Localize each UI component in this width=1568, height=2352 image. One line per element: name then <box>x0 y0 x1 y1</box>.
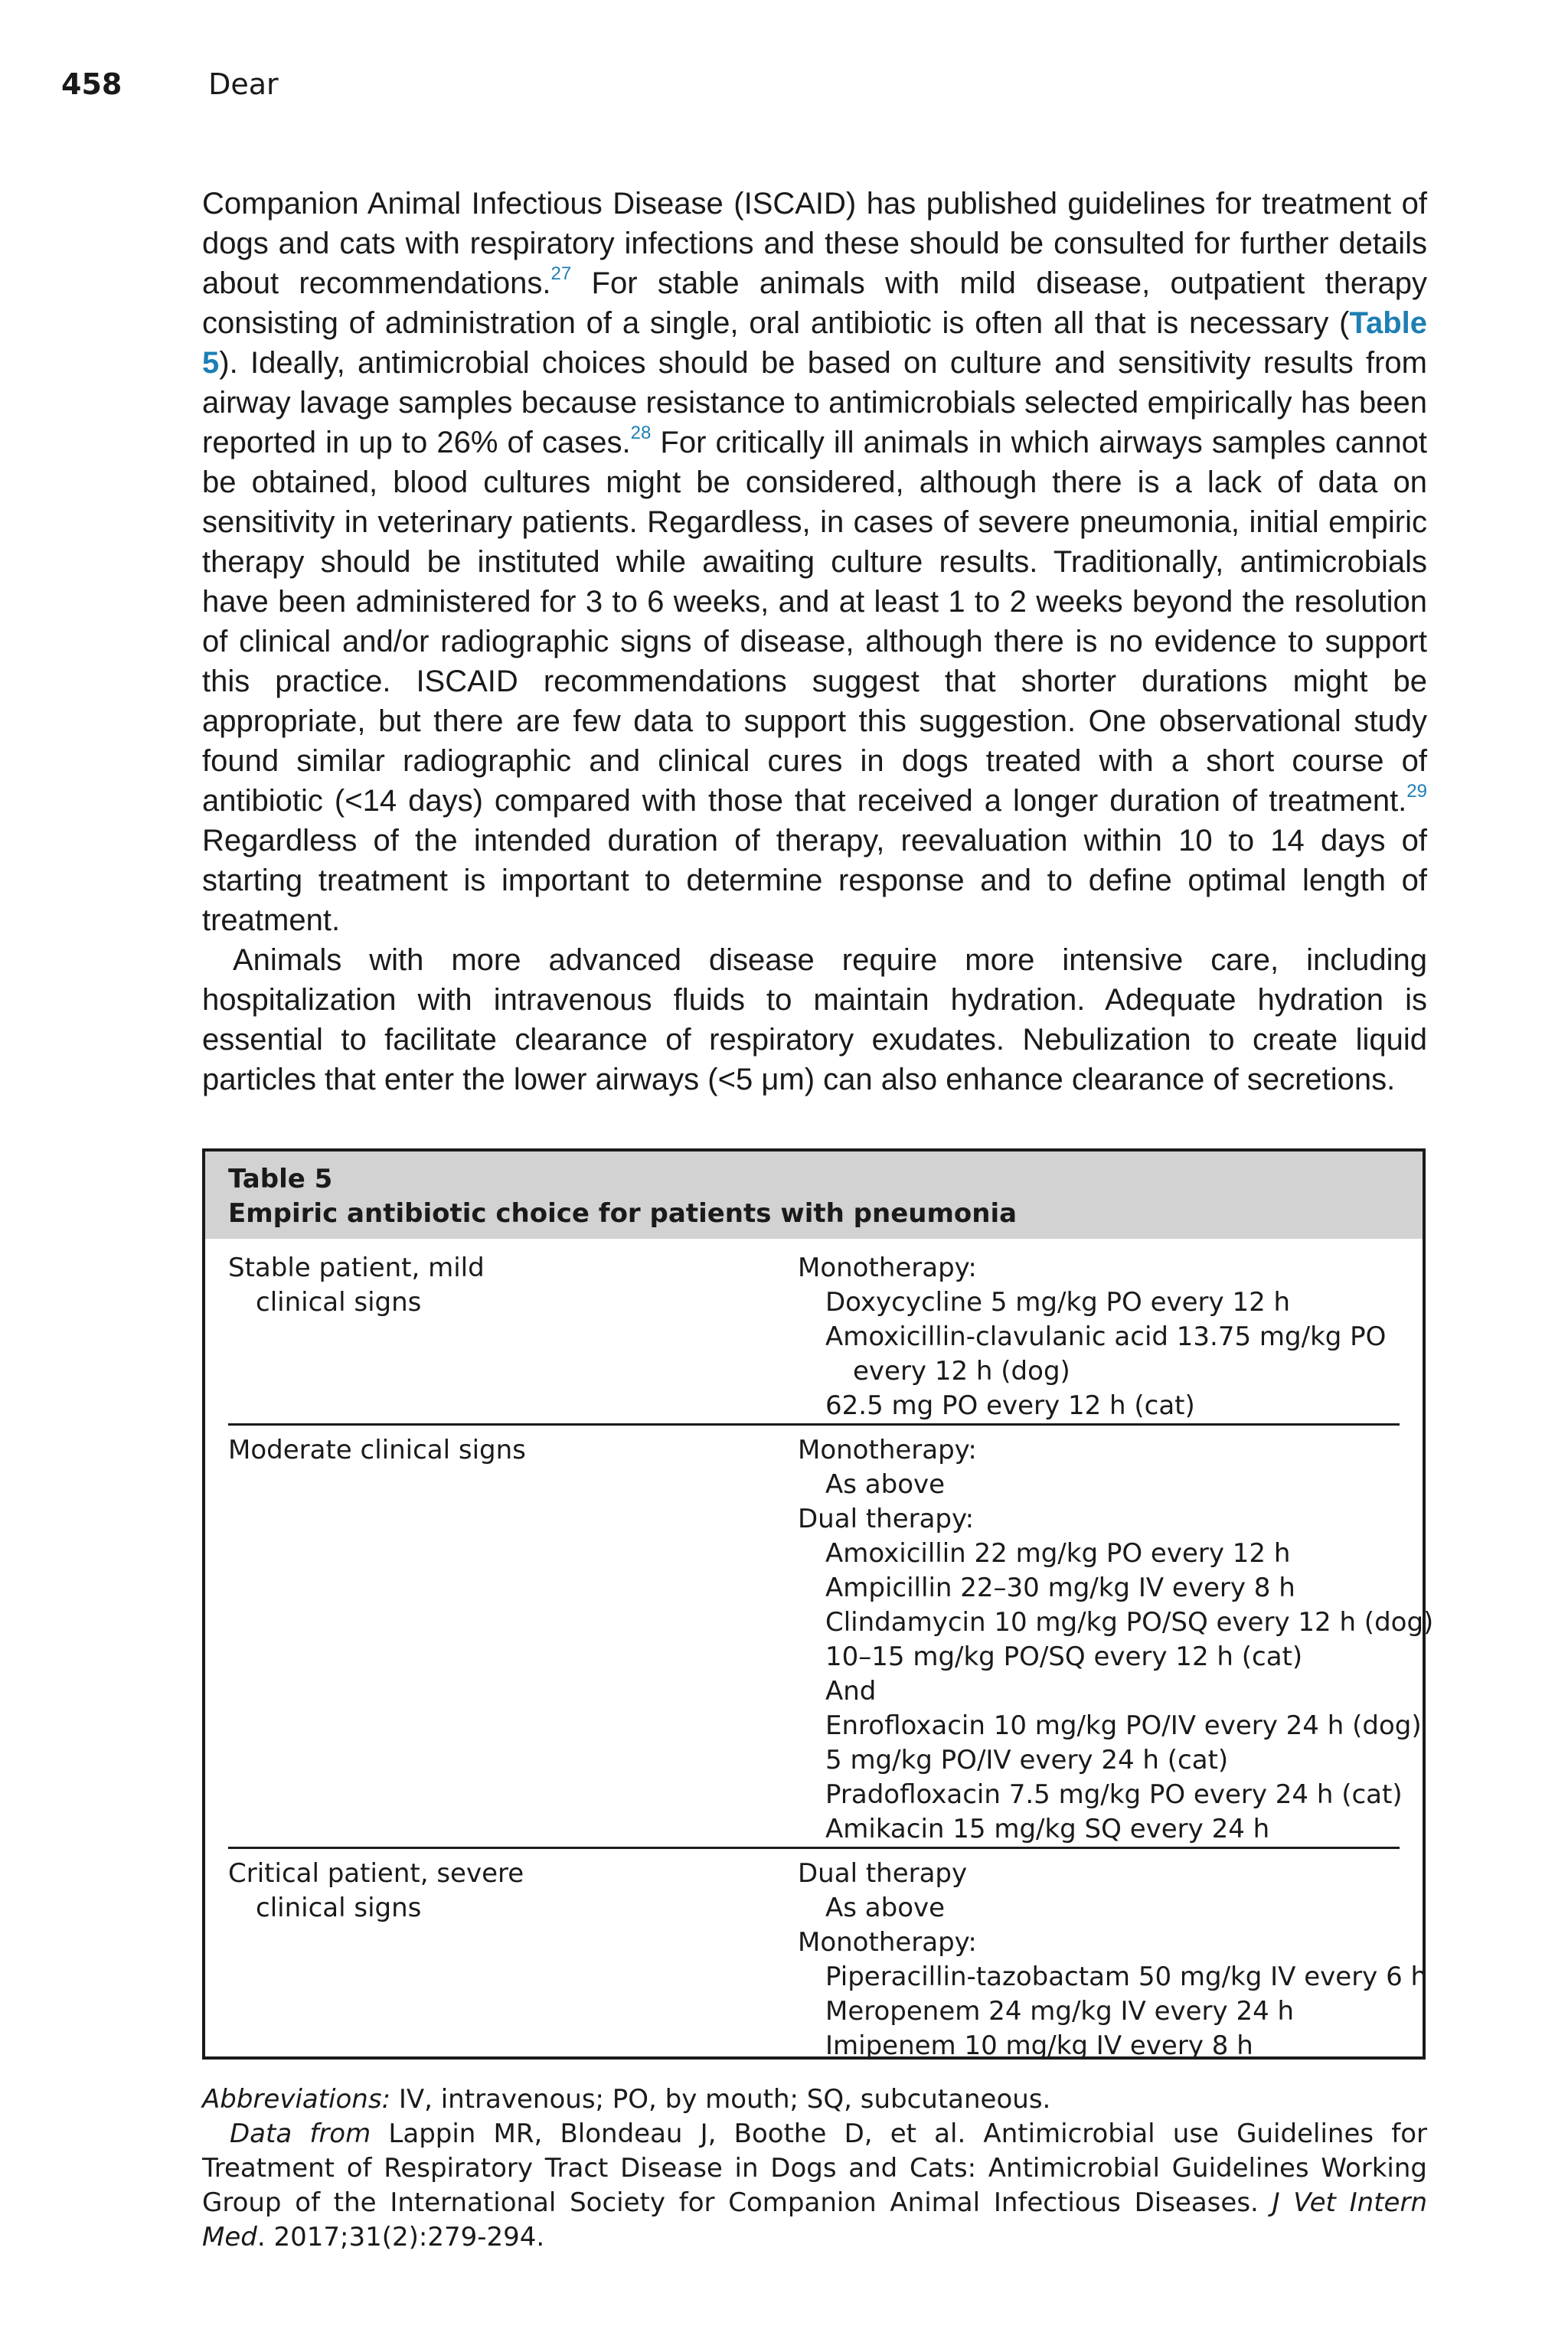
body-text <box>202 184 1427 1099</box>
abbreviations-note <box>202 2082 1427 2117</box>
source-label: Data from <box>230 2118 371 2149</box>
antibiotic-choice-text: As above <box>825 1469 946 1500</box>
antibiotic-choice-text: Dual therapy <box>798 1858 968 1889</box>
paragraph-1-text-d: For critically ill animals in which airways samples cannot be obtained, blood cultures might be considered, although there is a lack of data on sensitivity in veterinary patients. Regardless, in cases of severe pneumonia, initial empiric therapy should be instituted while awaiting culture results. Traditionally, antimicrobials have been administered for 3 to 6 weeks, and at least 1 to 2 weeks beyond the resolution of clinical and/or radiographic signs of disease, although there is no evidence to support this practice. ISCAID recommendations suggest that shorter durations might be appropriate, but there are few data to support this suggestion. One observational study found similar radiographic and clinical cures in dogs treated with a short course of antibiotic (<14 days) compared with those that received a longer duration of treatment. <box>202 426 1428 818</box>
antibiotic-choice-text: 62.5 mg PO every 12 h (cat) <box>825 1390 1195 1421</box>
table-row <box>228 1849 1428 2063</box>
table-body <box>205 1239 1434 2063</box>
page-number: 458 <box>61 67 122 101</box>
antibiotic-choice-text: Enrofloxacin 10 mg/kg PO/IV every 24 h (dog) <box>825 1710 1422 1741</box>
patient-category-text: Moderate clinical signs <box>228 1435 526 1465</box>
citation-28[interactable]: 28 <box>630 423 652 443</box>
paragraph-1 <box>202 184 1427 940</box>
antibiotic-choice-text: Pradofloxacin 7.5 mg/kg PO every 24 h (cat) <box>825 1779 1403 1810</box>
patient-category-cell <box>228 1251 798 1423</box>
paragraph-1-text-e: Regardless of the intended duration of therapy, reevaluation within 10 to 14 days of starting treatment is important to determine response and to define optimal length of treatment. <box>202 824 1427 937</box>
antibiotic-choice-text: As above <box>825 1893 946 1923</box>
antibiotic-choice-text: Ampicillin 22–30 mg/kg IV every 8 h <box>825 1573 1295 1603</box>
antibiotic-choice-text: Dual therapy: <box>798 1504 975 1534</box>
antibiotic-choice-cell <box>798 1433 1433 1847</box>
table-5 <box>202 1148 1434 2061</box>
antibiotic-choice-text: Amoxicillin-clavulanic acid 13.75 mg/kg PO <box>825 1321 1387 1352</box>
paragraph-2: Animals with more advanced disease require more intensive care, including hospitalization with intravenous fluids to maintain hydration. Adequate hydration is essential to facilitate clearance of respiratory exudates. Nebulization to create liquid particles that enter the lower airways (<5 μm) can also enhance clearance of secretions. <box>202 943 1427 1096</box>
source-note <box>202 2117 1427 2255</box>
paragraph-1-text-a: Companion Animal Infectious Disease (ISCAID) has published guidelines for treatment of dogs and cats with respiratory infections and these should be consulted for further details about recommendations. <box>202 187 1427 300</box>
patient-category-text: clinical signs <box>256 1893 422 1923</box>
table-row <box>228 1426 1434 1849</box>
antibiotic-choice-cell <box>798 1251 1400 1423</box>
table-title: Empiric antibiotic choice for patients with pneumonia <box>228 1198 1018 1229</box>
citation-tail: . 2017;31(2):279-294. <box>256 2222 545 2252</box>
table-header <box>205 1152 1423 1239</box>
patient-category-cell <box>228 1857 798 2063</box>
paragraph-1-text-b: For stable animals with mild disease, outpatient therapy consisting of administration of a single, oral antibiotic is often all that is necessary ( <box>202 266 1427 340</box>
citation-27[interactable]: 27 <box>550 263 572 284</box>
antibiotic-choice-text: Clindamycin 10 mg/kg PO/SQ every 12 h (dog) <box>825 1607 1434 1638</box>
antibiotic-choice-text: Amikacin 15 mg/kg SQ every 24 h <box>825 1814 1270 1844</box>
table-5-link[interactable]: Table 5 <box>202 306 1427 380</box>
patient-category-text: Critical patient, severe <box>228 1858 524 1889</box>
antibiotic-choice-text: Monotherapy: <box>798 1927 977 1958</box>
table-footnotes <box>202 2082 1427 2255</box>
antibiotic-choice-text: Amoxicillin 22 mg/kg PO every 12 h <box>825 1538 1291 1569</box>
antibiotic-choice-text: Meropenem 24 mg/kg IV every 24 h <box>825 1996 1295 2027</box>
journal-name: J Vet Intern Med <box>202 2187 1427 2252</box>
antibiotic-choice-text: Monotherapy: <box>798 1435 977 1465</box>
abbreviations-label: Abbreviations: <box>202 2084 391 2115</box>
antibiotic-choice-text: every 12 h (dog) <box>853 1356 1070 1387</box>
abbreviations-text: IV, intravenous; PO, by mouth; SQ, subcutaneous. <box>390 2084 1051 2115</box>
table-label: Table 5 <box>228 1164 333 1194</box>
antibiotic-choice-text: Doxycycline 5 mg/kg PO every 12 h <box>825 1287 1291 1318</box>
antibiotic-choice-text: And <box>825 1676 877 1707</box>
antibiotic-choice-text: 5 mg/kg PO/IV every 24 h (cat) <box>825 1745 1229 1775</box>
antibiotic-choice-text: Imipenem 10 mg/kg IV every 8 h <box>825 2030 1253 2061</box>
antibiotic-choice-cell <box>798 1857 1427 2063</box>
antibiotic-choice-text: Monotherapy: <box>798 1253 977 1283</box>
antibiotic-choice-text: Piperacillin-tazobactam 50 mg/kg IV every 6 h <box>825 1962 1428 1992</box>
running-head <box>61 64 279 104</box>
citation-29[interactable]: 29 <box>1406 781 1427 802</box>
patient-category-cell <box>228 1433 798 1847</box>
table-row <box>228 1251 1400 1426</box>
antibiotic-choice-text: 10–15 mg/kg PO/SQ every 12 h (cat) <box>825 1642 1303 1672</box>
source-text: Lappin MR, Blondeau J, Boothe D, et al. Antimicrobial use Guidelines for Treatment of Respiratory Tract Disease in Dogs and Cats: Antimicrobial Guidelines Working Group of the International Society for Companion Animal Infectious Diseases. <box>202 2118 1427 2218</box>
running-title: Dear <box>208 67 279 101</box>
patient-category-text: clinical signs <box>256 1287 422 1318</box>
patient-category-text: Stable patient, mild <box>228 1253 485 1283</box>
paragraph-1-text-c: ). Ideally, antimicrobial choices should be based on culture and sensitivity results from airway lavage samples because resistance to antimicrobials selected empirically has been reported in up to 26% of cases. <box>202 346 1427 459</box>
